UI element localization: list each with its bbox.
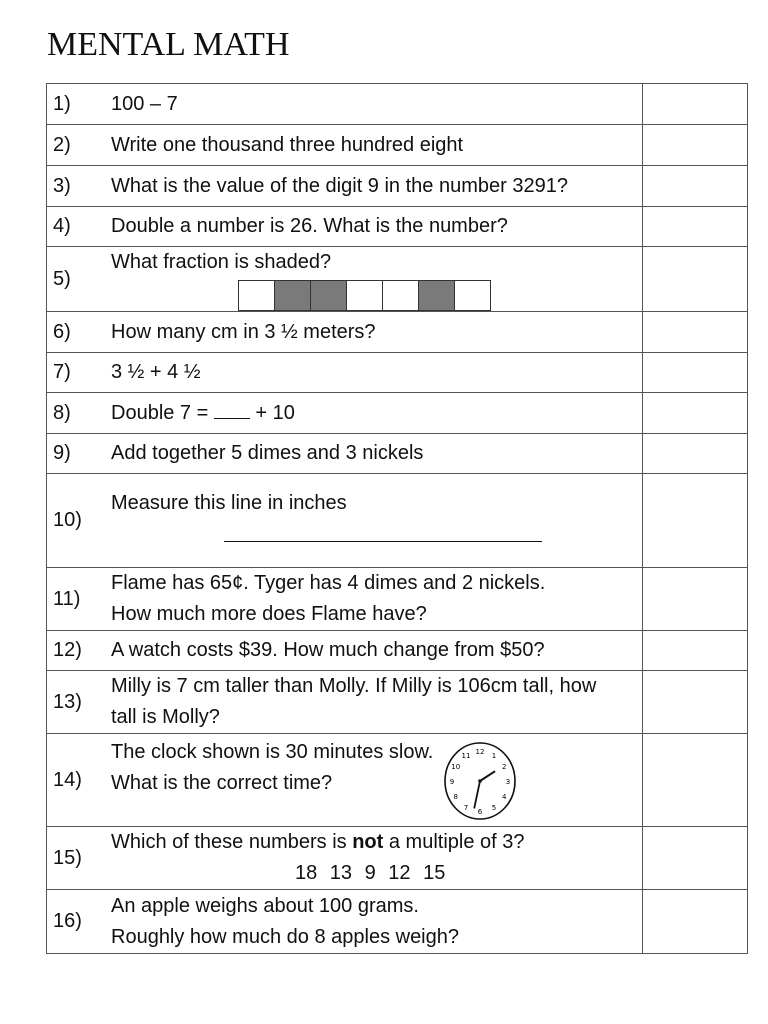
answer-box[interactable]	[643, 84, 748, 125]
question-text: What is the value of the digit 9 in the number 3291?	[111, 174, 568, 197]
answer-box[interactable]	[643, 125, 748, 166]
fraction-strip	[239, 280, 642, 311]
question-number: 4)	[53, 215, 71, 237]
question-text: Write one thousand three hundred eight	[111, 133, 464, 156]
minute-hand	[474, 781, 480, 808]
question-text-line2: Roughly how much do 8 apples weigh?	[111, 925, 459, 948]
shaded-cell	[310, 280, 347, 311]
question-row-12	[47, 631, 748, 671]
question-row-14	[47, 734, 748, 827]
question-row-7	[47, 353, 748, 393]
question-text-after: a multiple of 3?	[383, 831, 525, 853]
question-row-16	[47, 890, 748, 954]
hour-hand	[480, 771, 495, 781]
question-number: 5)	[53, 267, 71, 290]
answer-box[interactable]	[643, 353, 748, 393]
fill-in-blank	[214, 400, 250, 419]
question-number: 6)	[53, 320, 71, 343]
question-text: 3 ½ + 4 ½	[111, 361, 201, 383]
question-row-10	[47, 474, 748, 568]
clock-numeral: 2	[502, 763, 507, 771]
question-text: Measure this line in inches	[111, 491, 347, 514]
question-text-line1: Milly is 7 cm taller than Molly. If Milly is 106cm tall, how	[111, 675, 597, 697]
answer-box[interactable]	[643, 434, 748, 474]
unshaded-cell	[454, 280, 491, 311]
question-row-6	[47, 312, 748, 353]
question-row-9	[47, 434, 748, 474]
question-number: 2)	[53, 133, 71, 156]
clock-numeral: 8	[453, 793, 458, 801]
question-number: 15)	[53, 846, 82, 869]
answer-box[interactable]	[643, 166, 748, 207]
question-number: 12)	[53, 639, 82, 661]
question-row-3	[47, 166, 748, 207]
question-number: 14)	[53, 768, 82, 791]
question-text-after: + 10	[249, 401, 295, 424]
answer-box[interactable]	[643, 393, 748, 434]
question-text-line2: tall is Molly?	[111, 706, 220, 728]
question-text-bold: not	[352, 831, 384, 853]
question-number: 9)	[53, 442, 71, 464]
question-number: 13)	[53, 690, 82, 713]
question-row-13	[47, 671, 748, 734]
question-number: 7)	[53, 361, 71, 383]
question-row-1	[47, 84, 748, 125]
question-row-5	[47, 247, 748, 312]
question-row-15	[47, 827, 748, 890]
answer-box[interactable]	[643, 247, 748, 312]
question-text-before: Which of these numbers is	[111, 831, 353, 853]
question-number: 10)	[53, 509, 82, 531]
question-text-line1: Flame has 65¢. Tyger has 4 dimes and 2 nickels.	[111, 572, 546, 594]
clock-numeral: 11	[461, 752, 471, 761]
unshaded-cell	[346, 280, 383, 311]
shaded-cell	[418, 280, 455, 311]
answer-box[interactable]	[643, 827, 748, 890]
clock-numeral: 7	[463, 803, 469, 812]
question-text: What fraction is shaded?	[111, 251, 332, 273]
question-text: 100 – 7	[111, 92, 178, 115]
answer-box[interactable]	[643, 671, 748, 734]
question-text-line1: An apple weighs about 100 grams.	[111, 894, 419, 917]
clock-center	[478, 779, 482, 783]
question-number: 8)	[53, 401, 71, 424]
question-number: 1)	[53, 92, 71, 115]
question-number: 3)	[53, 174, 71, 197]
question-text-before: Double 7 =	[111, 401, 209, 424]
clock-numeral: 9	[449, 778, 455, 786]
question-row-2	[47, 125, 748, 166]
clock-numeral: 4	[502, 793, 507, 801]
number-choices: 18 13 9 12 15	[295, 862, 446, 884]
question-text-line2: How much more does Flame have?	[111, 603, 427, 625]
clock-numeral: 1	[491, 752, 497, 761]
clock-numeral: 10	[451, 763, 461, 771]
questions-table	[46, 83, 748, 954]
answer-box[interactable]	[643, 568, 748, 631]
clock-numeral: 12	[475, 748, 485, 756]
clock-numeral: 6	[477, 808, 483, 816]
question-text: A watch costs $39. How much change from $50?	[111, 639, 545, 661]
clock-numeral: 5	[491, 803, 497, 812]
shaded-cell	[274, 280, 311, 311]
unshaded-cell	[382, 280, 419, 311]
answer-box[interactable]	[643, 631, 748, 671]
answer-box[interactable]	[643, 474, 748, 568]
question-row-8	[47, 393, 748, 434]
question-text: How many cm in 3 ½ meters?	[111, 320, 376, 343]
clock-numeral: 3	[505, 778, 511, 786]
question-text: Add together 5 dimes and 3 nickels	[111, 442, 424, 464]
question-number: 16)	[53, 910, 82, 932]
answer-box[interactable]	[643, 734, 748, 827]
question-row-4	[47, 207, 748, 247]
answer-box[interactable]	[643, 207, 748, 247]
question-text-line2: What is the correct time?	[111, 772, 333, 794]
clock-icon	[440, 739, 520, 829]
unshaded-cell	[238, 280, 275, 311]
question-row-11	[47, 568, 748, 631]
question-text: Double a number is 26. What is the number?	[111, 215, 508, 237]
question-text-line1: The clock shown is 30 minutes slow.	[111, 741, 434, 763]
question-number: 11)	[53, 587, 81, 610]
answer-box[interactable]	[643, 890, 748, 954]
answer-box[interactable]	[643, 312, 748, 353]
worksheet-title: MENTAL MATH	[47, 26, 290, 63]
